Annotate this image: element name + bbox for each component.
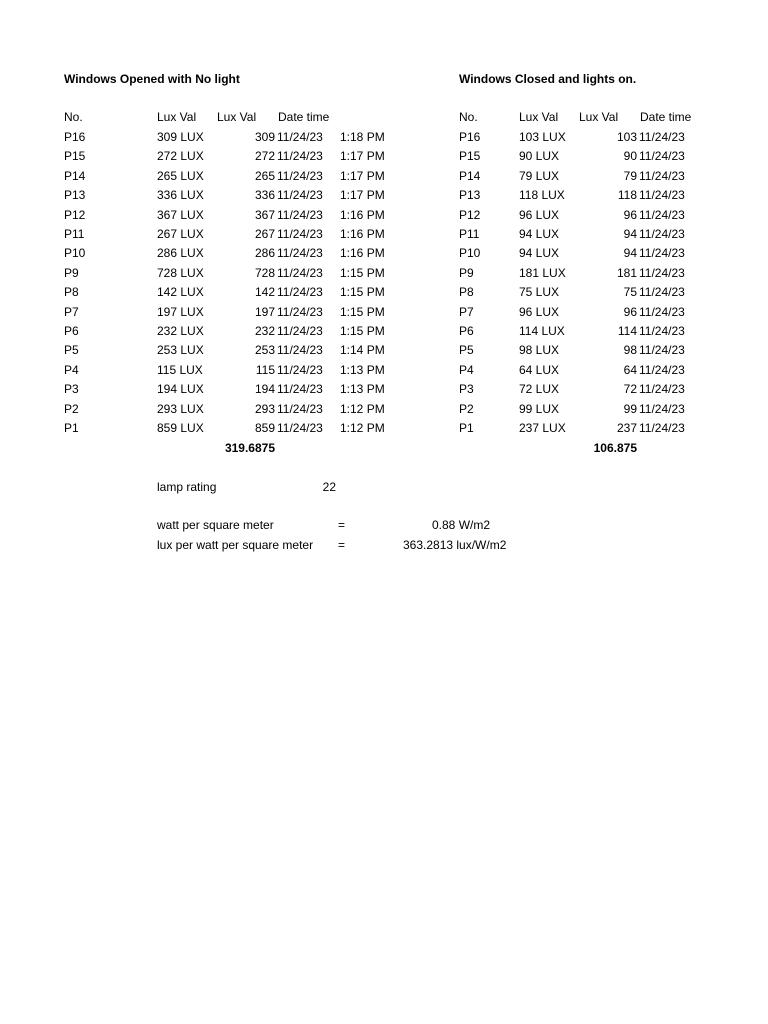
lux-text-cell: 96 LUX	[519, 305, 560, 319]
date-cell: 11/24/23	[639, 421, 685, 435]
date-cell: 11/24/23	[639, 149, 685, 163]
lux-value-cell: 79	[623, 169, 637, 183]
lux-value-cell: 181	[616, 266, 637, 280]
lux-value-cell: 272	[254, 149, 275, 163]
time-cell: 1:17 PM	[340, 188, 385, 202]
lux-value-cell: 96	[623, 305, 637, 319]
lux-value-cell: 194	[254, 382, 275, 396]
lux-text-cell: 181 LUX	[519, 266, 566, 280]
left-table-title: Windows Opened with No light	[64, 72, 240, 86]
row-number: P6	[64, 324, 79, 338]
lux-text-cell: 265 LUX	[157, 169, 204, 183]
lux-text-cell: 272 LUX	[157, 149, 204, 163]
row-number: P11	[459, 227, 480, 241]
time-cell: 1:13 PM	[340, 363, 385, 377]
row-number: P1	[459, 421, 474, 435]
date-cell: 11/24/23	[277, 149, 323, 163]
lux-text-cell: 293 LUX	[157, 402, 204, 416]
row-number: P15	[459, 149, 481, 163]
row-number: P6	[459, 324, 474, 338]
row-number: P15	[64, 149, 86, 163]
left-header-lux-value: Lux Val	[217, 110, 257, 124]
left-header-no: No.	[64, 110, 83, 124]
right-header-lux-text: Lux Val	[519, 110, 559, 124]
lux-value-cell: 253	[254, 343, 275, 357]
lux-value-cell: 99	[623, 402, 637, 416]
watt-per-sqm-value: 0.88 W/m2	[432, 518, 491, 532]
lux-value-cell: 728	[254, 266, 275, 280]
date-cell: 11/24/23	[639, 305, 685, 319]
lux-value-cell: 96	[623, 208, 637, 222]
row-number: P13	[64, 188, 86, 202]
lamp-rating-label: lamp rating	[157, 480, 217, 494]
time-cell: 1:17 PM	[340, 169, 385, 183]
row-number: P3	[459, 382, 474, 396]
lux-value-cell: 90	[623, 149, 637, 163]
date-cell: 11/24/23	[277, 305, 323, 319]
date-cell: 11/24/23	[277, 227, 323, 241]
time-cell: 1:13 PM	[340, 382, 385, 396]
lux-text-cell: 142 LUX	[157, 285, 204, 299]
lux-value-cell: 64	[623, 363, 637, 377]
lux-text-cell: 367 LUX	[157, 208, 204, 222]
lux-text-cell: 728 LUX	[157, 266, 204, 280]
lux-text-cell: 309 LUX	[157, 130, 204, 144]
row-number: P14	[64, 169, 86, 183]
lux-value-cell: 197	[254, 305, 275, 319]
lux-value-cell: 336	[254, 188, 275, 202]
lux-text-cell: 114 LUX	[519, 324, 565, 338]
date-cell: 11/24/23	[639, 285, 685, 299]
date-cell: 11/24/23	[277, 208, 323, 222]
lux-text-cell: 237 LUX	[519, 421, 566, 435]
row-number: P12	[64, 208, 86, 222]
watt-per-sqm-equals: =	[338, 518, 346, 532]
time-cell: 1:15 PM	[340, 285, 385, 299]
date-cell: 11/24/23	[277, 382, 323, 396]
date-cell: 11/24/23	[639, 246, 685, 260]
row-number: P9	[459, 266, 474, 280]
row-number: P2	[459, 402, 474, 416]
lux-value-cell: 859	[254, 421, 275, 435]
lux-value-cell: 72	[623, 382, 637, 396]
lux-text-cell: 96 LUX	[519, 208, 560, 222]
time-cell: 1:12 PM	[340, 402, 385, 416]
date-cell: 11/24/23	[639, 324, 685, 338]
lux-text-cell: 75 LUX	[519, 285, 560, 299]
lux-text-cell: 859 LUX	[157, 421, 204, 435]
left-header-datetime: Date time	[278, 110, 330, 124]
row-number: P7	[459, 305, 474, 319]
row-number: P9	[64, 266, 79, 280]
time-cell: 1:16 PM	[340, 246, 385, 260]
time-cell: 1:15 PM	[340, 305, 385, 319]
lux-value-cell: 232	[254, 324, 275, 338]
date-cell: 11/24/23	[277, 130, 323, 144]
lux-text-cell: 118 LUX	[519, 188, 565, 202]
row-number: P8	[64, 285, 79, 299]
lux-value-cell: 103	[616, 130, 637, 144]
right-average: 106.875	[593, 441, 637, 455]
left-header-lux-text: Lux Val	[157, 110, 197, 124]
lux-value-cell: 114	[617, 324, 637, 338]
time-cell: 1:14 PM	[340, 343, 385, 357]
lux-value-cell: 293	[254, 402, 275, 416]
date-cell: 11/24/23	[277, 266, 323, 280]
lux-text-cell: 64 LUX	[519, 363, 560, 377]
row-number: P4	[459, 363, 474, 377]
lux-value-cell: 118	[617, 188, 637, 202]
lux-per-watt-value: 363.2813 lux/W/m2	[403, 538, 507, 552]
lux-text-cell: 115 LUX	[157, 363, 203, 377]
time-cell: 1:15 PM	[340, 324, 385, 338]
lux-text-cell: 267 LUX	[157, 227, 204, 241]
row-number: P10	[459, 246, 481, 260]
lamp-rating-value: 22	[322, 480, 336, 494]
row-number: P12	[459, 208, 481, 222]
lux-text-cell: 232 LUX	[157, 324, 204, 338]
lux-text-cell: 99 LUX	[519, 402, 560, 416]
lux-text-cell: 79 LUX	[519, 169, 560, 183]
row-number: P5	[64, 343, 79, 357]
date-cell: 11/24/23	[639, 208, 685, 222]
row-number: P13	[459, 188, 481, 202]
date-cell: 11/24/23	[639, 402, 685, 416]
lux-text-cell: 103 LUX	[519, 130, 566, 144]
row-number: P14	[459, 169, 481, 183]
lux-value-cell: 286	[254, 246, 275, 260]
date-cell: 11/24/23	[277, 402, 323, 416]
row-number: P3	[64, 382, 79, 396]
right-header-no: No.	[459, 110, 478, 124]
lux-text-cell: 94 LUX	[519, 246, 560, 260]
time-cell: 1:16 PM	[340, 208, 385, 222]
lux-text-cell: 194 LUX	[157, 382, 204, 396]
lux-text-cell: 197 LUX	[157, 305, 204, 319]
date-cell: 11/24/23	[639, 227, 685, 241]
lux-value-cell: 267	[254, 227, 275, 241]
lux-value-cell: 237	[616, 421, 637, 435]
date-cell: 11/24/23	[639, 266, 685, 280]
lux-value-cell: 142	[254, 285, 275, 299]
row-number: P11	[64, 227, 85, 241]
lux-value-cell: 98	[623, 343, 637, 357]
date-cell: 11/24/23	[277, 246, 323, 260]
lux-text-cell: 336 LUX	[157, 188, 204, 202]
lux-text-cell: 94 LUX	[519, 227, 560, 241]
lux-value-cell: 309	[254, 130, 275, 144]
lux-per-watt-equals: =	[338, 538, 346, 552]
right-header-lux-value: Lux Val	[579, 110, 619, 124]
row-number: P5	[459, 343, 474, 357]
date-cell: 11/24/23	[277, 324, 323, 338]
lux-text-cell: 98 LUX	[519, 343, 560, 357]
date-cell: 11/24/23	[639, 130, 685, 144]
row-number: P7	[64, 305, 79, 319]
time-cell: 1:12 PM	[340, 421, 385, 435]
time-cell: 1:16 PM	[340, 227, 385, 241]
row-number: P1	[64, 421, 79, 435]
date-cell: 11/24/23	[277, 169, 323, 183]
lux-value-cell: 94	[623, 227, 637, 241]
watt-per-sqm-label: watt per square meter	[157, 518, 274, 532]
date-cell: 11/24/23	[639, 363, 685, 377]
row-number: P8	[459, 285, 474, 299]
row-number: P16	[64, 130, 86, 144]
date-cell: 11/24/23	[277, 285, 323, 299]
lux-value-cell: 265	[254, 169, 275, 183]
lux-value-cell: 115	[255, 363, 275, 377]
date-cell: 11/24/23	[639, 188, 685, 202]
date-cell: 11/24/23	[639, 382, 685, 396]
row-number: P16	[459, 130, 481, 144]
time-cell: 1:18 PM	[340, 130, 385, 144]
date-cell: 11/24/23	[277, 363, 323, 377]
lux-value-cell: 75	[623, 285, 637, 299]
row-number: P10	[64, 246, 86, 260]
left-average: 319.6875	[224, 441, 275, 455]
date-cell: 11/24/23	[277, 188, 323, 202]
right-table-title: Windows Closed and lights on.	[459, 72, 637, 86]
date-cell: 11/24/23	[277, 343, 323, 357]
lux-value-cell: 367	[254, 208, 275, 222]
lux-text-cell: 253 LUX	[157, 343, 204, 357]
lux-value-cell: 94	[623, 246, 637, 260]
date-cell: 11/24/23	[277, 421, 323, 435]
lux-per-watt-label: lux per watt per square meter	[157, 538, 314, 552]
row-number: P2	[64, 402, 79, 416]
date-cell: 11/24/23	[639, 169, 685, 183]
time-cell: 1:17 PM	[340, 149, 385, 163]
lux-text-cell: 286 LUX	[157, 246, 204, 260]
lux-text-cell: 72 LUX	[519, 382, 560, 396]
row-number: P4	[64, 363, 79, 377]
time-cell: 1:15 PM	[340, 266, 385, 280]
lux-text-cell: 90 LUX	[519, 149, 560, 163]
right-header-datetime: Date time	[640, 110, 692, 124]
date-cell: 11/24/23	[639, 343, 685, 357]
